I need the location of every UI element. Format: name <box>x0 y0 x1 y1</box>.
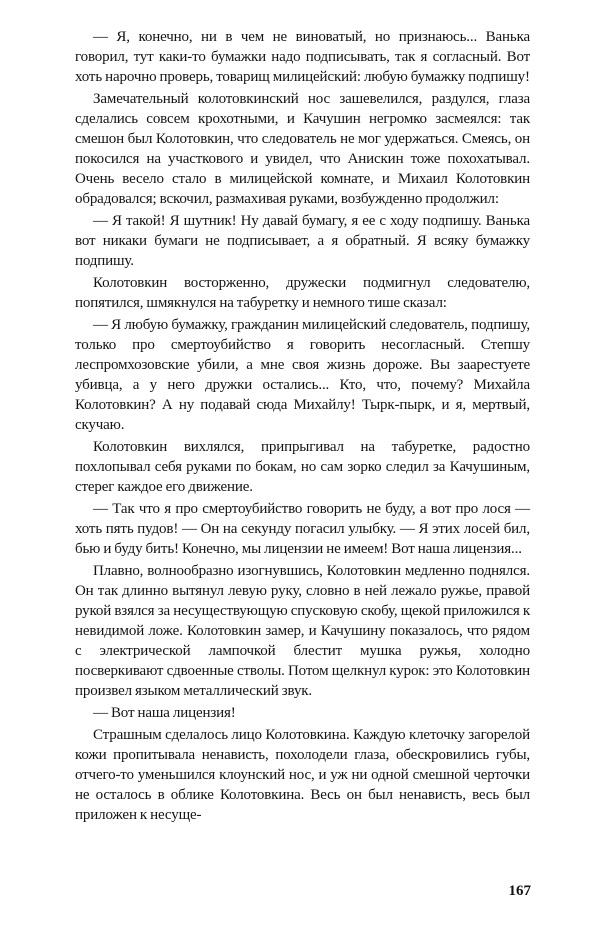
page-number: 167 <box>508 883 531 899</box>
paragraph: Замечательный колотовкинский нос зашевелился, раздулся, глаза сделались совсем крохотными, и Качушин негромко засмеялся: так смешон был Колотовкин, что следователь не мог удержаться. Смеясь, он покосился на участкового и увидел, что Анискин тоже похохатывал. Очень весело стало в милицейской комнате, и Михаил Колотовкин обрадовался; вскочил, размахивая руками, возбужденно продолжил: <box>75 91 530 207</box>
paragraph: — Так что я про смертоубийство говорить не буду, а вот про лося — хоть пять пудов! — Он на секунду погасил улыбку. — Я этих лосей бил, бью и буду бить! Конечно, мы лицензии не имеем! Вот наша лицензия... <box>75 501 530 557</box>
paragraph: Страшным сделалось лицо Колотовкина. Каждую клеточку загорелой кожи пропитывала ненависть, похолодели глаза, обескровились губы, отчего-то уменьшился клоунский нос, и уж ни одной смешной черточки не осталось в облике Колотовкина. Весь он был ненависть, весь был приложен к несуще- <box>75 727 530 823</box>
paragraph: — Вот наша лицензия! <box>93 705 236 721</box>
paragraph: — Я такой! Я шутник! Ну давай бумагу, я ее с ходу подпишу. Ванька вот никаки бумаги не подписывает, а я обратный. Я всяку бумажку подпишу. <box>75 213 530 269</box>
body-text <box>75 27 530 827</box>
paragraph: Колотовкин восторженно, дружески подмигнул следователю, попятился, шмякнулся на табуретку и немного тише сказал: <box>75 275 530 311</box>
paragraph: Колотовкин вихлялся, припрыгивал на табуретке, радостно похлопывал себя руками по бокам, но сам зорко следил за Качушиным, стерег каждое его движение. <box>75 439 530 495</box>
paragraph: — Я любую бумажку, гражданин милицейский следователь, подпишу, только про смертоубийство я говорить несогласный. Степшу леспромхозовские убили, а мне своя жизнь дороже. Вы заарестуете убивца, а у него дружки остались... Кто, что, почему? Михайла Колотовкин? А ну подавай сюда Михайлу! Тырк-пырк, и я, мертвый, скучаю. <box>75 317 530 433</box>
paragraph: Плавно, волнообразно изогнувшись, Колотовкин медленно поднялся. Он так длинно вытянул левую руку, словно в ней лежало ружье, правой рукой взялся за несуществующую спусковую скобу, щекой приложился к невидимой ложе. Колотовкин замер, и Качушину показалось, что рядом с электрической лампочкой блестит мушка ружья, холодно посверкивают сдвоенные стволы. Потом щелкнул курок: это Колотовкин произвел языком металлический звук. <box>75 563 530 699</box>
paragraph: — Я, конечно, ни в чем не виноватый, но признаюсь... Ванька говорил, тут каки-то бумажки надо подписывать, так я согласный. Вот хоть нарочно проверь, товарищ милицейский: любую бумажку подпишу! <box>75 29 530 85</box>
